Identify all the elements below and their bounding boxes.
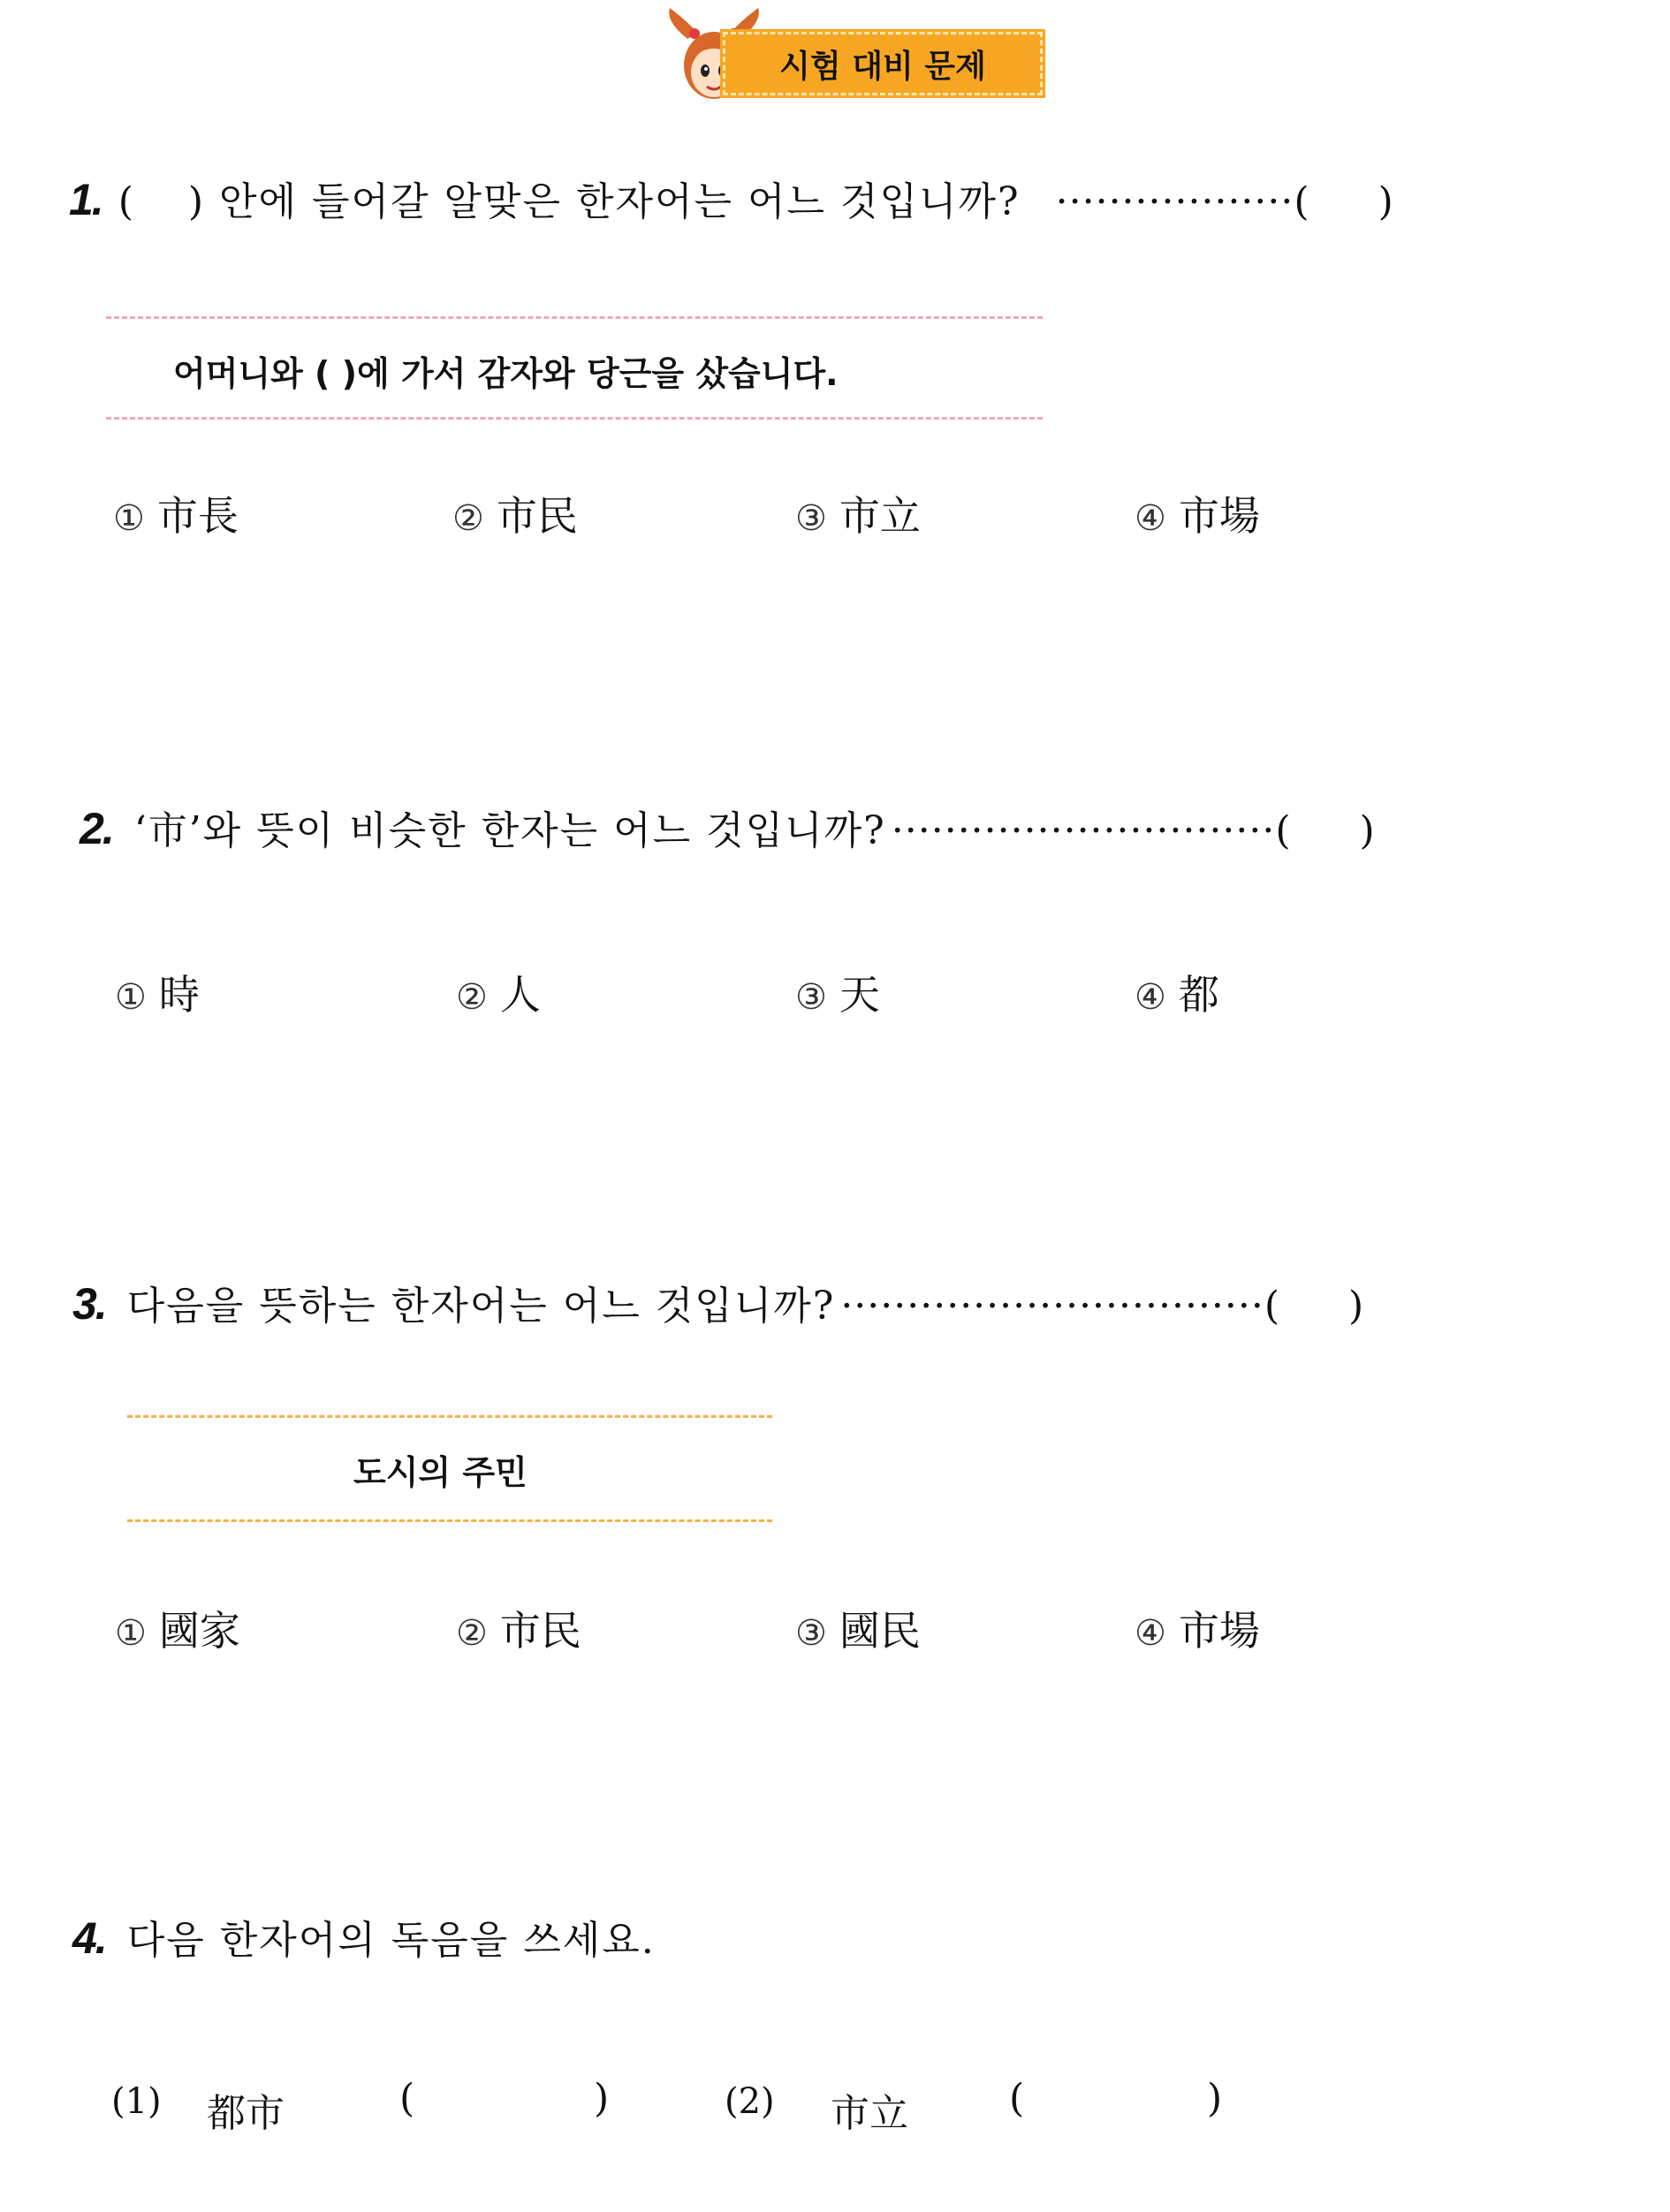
answer-close-paren: ): [594, 2076, 610, 2121]
choice-text: 都: [1178, 971, 1219, 1019]
choice-text: 市長: [156, 492, 239, 540]
choice-3[interactable]: [795, 1599, 921, 1657]
answer-close-paren: ): [1348, 1284, 1366, 1329]
choice-1[interactable]: [115, 963, 200, 1021]
answer-close-paren: ): [1207, 2076, 1223, 2121]
choice-number: ③: [795, 1613, 827, 1654]
box-bottom-divider: [127, 1519, 772, 1522]
box-top-divider: [106, 316, 1043, 319]
choice-number: ④: [1135, 977, 1166, 1018]
question-2: [80, 799, 1377, 855]
choice-2[interactable]: [456, 1599, 581, 1657]
sub-question-2: [725, 2076, 1255, 2143]
answer-open-paren: (: [1009, 2076, 1025, 2121]
choice-text: 天: [839, 971, 880, 1019]
answer-open-paren: (: [1294, 179, 1311, 224]
choice-number: ④: [1135, 1613, 1166, 1654]
choice-3[interactable]: [795, 484, 921, 542]
sub-number: (1): [111, 2081, 162, 2122]
choice-4[interactable]: [1135, 1599, 1260, 1657]
sentence-box-text: 어머니와 ( )에 가서 감자와 당근을 샀습니다.: [173, 354, 839, 393]
answer-open-paren: (: [1275, 808, 1293, 853]
box-top-divider: [127, 1415, 772, 1418]
question-number: 3.: [72, 1279, 106, 1329]
question-text: ‘市’와 뜻이 비슷한 한자는 어느 것입니까?: [133, 808, 886, 853]
question-open-paren: (: [118, 179, 135, 224]
choice-text: 市場: [1178, 1607, 1260, 1655]
choice-number: ①: [115, 1613, 147, 1654]
header-title: 시험 대비 문제: [779, 48, 986, 85]
choice-text: 人: [499, 971, 541, 1019]
definition-box-text: 도시의 주민: [353, 1453, 528, 1492]
choice-4[interactable]: [1135, 484, 1260, 542]
question-1: [69, 170, 1395, 226]
sub-number: (2): [725, 2081, 775, 2122]
question-3: [72, 1274, 1365, 1330]
sub-hanja: 都市: [207, 2091, 285, 2136]
choice-number: ①: [115, 977, 147, 1018]
choice-number: ④: [1135, 498, 1166, 539]
question-number: 2.: [80, 804, 113, 853]
leader-dots: ································: [840, 1284, 1264, 1329]
choice-number: ③: [795, 498, 827, 539]
choice-number: ③: [795, 977, 827, 1018]
choice-text: 國民: [839, 1607, 921, 1655]
choice-4[interactable]: [1135, 963, 1219, 1021]
choice-text: 市民: [496, 492, 578, 540]
choice-text: 市場: [1178, 492, 1260, 540]
choice-number: ②: [456, 1613, 488, 1654]
question-text: 다음 한자어의 독음을 쓰세요.: [126, 1918, 656, 1963]
choice-text: 市民: [499, 1607, 581, 1655]
question-4: [72, 1908, 656, 1965]
answer-close-paren: ): [1378, 179, 1395, 224]
choice-text: 時: [158, 971, 200, 1019]
answer-open-paren: (: [1264, 1284, 1282, 1329]
leader-dots: ··················: [1055, 179, 1294, 224]
choice-2[interactable]: [452, 484, 578, 542]
test-prep-title-badge: [723, 32, 1043, 95]
choice-1[interactable]: [115, 1599, 240, 1657]
question-number: 1.: [69, 175, 102, 224]
choice-text: 市立: [839, 492, 921, 540]
choice-number: ②: [456, 977, 488, 1018]
sub-hanja: 市立: [831, 2091, 908, 2136]
choice-number: ②: [452, 498, 484, 539]
leader-dots: ·····························: [891, 808, 1276, 853]
question-number: 4.: [72, 1913, 106, 1963]
question-text: ) 안에 들어갈 알맞은 한자어는 어느 것입니까?: [187, 179, 1021, 224]
choice-number: ①: [113, 498, 145, 539]
choice-3[interactable]: [795, 963, 880, 1021]
answer-close-paren: ): [1359, 808, 1377, 853]
choice-1[interactable]: [113, 484, 239, 542]
box-bottom-divider: [106, 417, 1043, 420]
choice-text: 國家: [158, 1607, 240, 1655]
choice-2[interactable]: [456, 963, 541, 1021]
question-text: 다음을 뜻하는 한자어는 어느 것입니까?: [126, 1284, 836, 1329]
sub-question-1: [111, 2076, 641, 2143]
answer-open-paren: (: [399, 2076, 415, 2121]
